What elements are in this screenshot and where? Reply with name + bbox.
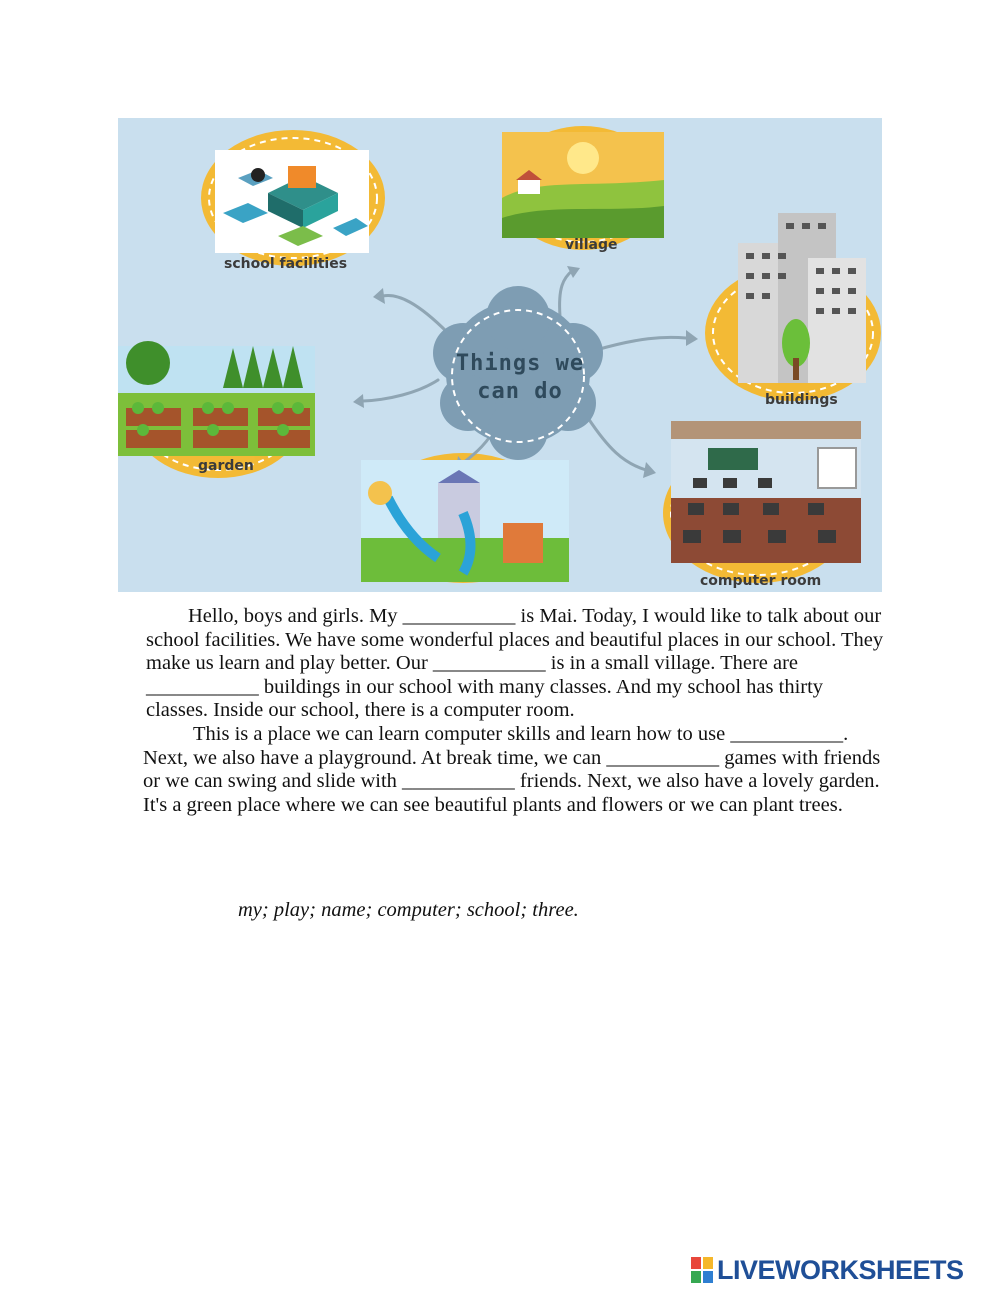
passage-paragraph-2: This is a place we can learn computer skills and learn how to use ___________. Next, we also have a playground. At break time, we can ___________ games with friends or we can swing and slide with ___________ friends. Next, we also have a lovely garden. It's a green place where we can see beautiful plants and flowers or we can plant trees. bbox=[143, 722, 881, 816]
liveworksheets-icon bbox=[691, 1257, 713, 1283]
label-garden: garden bbox=[198, 458, 254, 474]
passage-paragraph-1: Hello, boys and girls. My ___________ is Mai. Today, I would like to talk about our school facilities. We have some wonderful places and beautiful places in our school. They make us learn and play better. Our ___________ is in a small village. There are ___________ buildings in our school with many classes. And my school has thirty classes. Inside our school, there is a computer room. bbox=[146, 605, 884, 722]
reading-passage bbox=[143, 605, 888, 817]
word-bank: my; play; name; computer; school; three. bbox=[238, 899, 579, 921]
label-computer-room: computer room bbox=[700, 573, 822, 589]
center-title-line-1: Things we bbox=[455, 351, 585, 376]
liveworksheets-logo bbox=[691, 1254, 964, 1286]
mind-map-center-title bbox=[440, 350, 600, 406]
label-buildings: buildings bbox=[765, 392, 838, 408]
mind-map-image bbox=[118, 118, 882, 592]
label-village: village bbox=[565, 237, 618, 253]
center-title-line-2: can do bbox=[477, 379, 563, 404]
brand-name: LIVEWORKSHEETS bbox=[717, 1254, 964, 1285]
label-school-facilities: school facilities bbox=[224, 256, 348, 272]
